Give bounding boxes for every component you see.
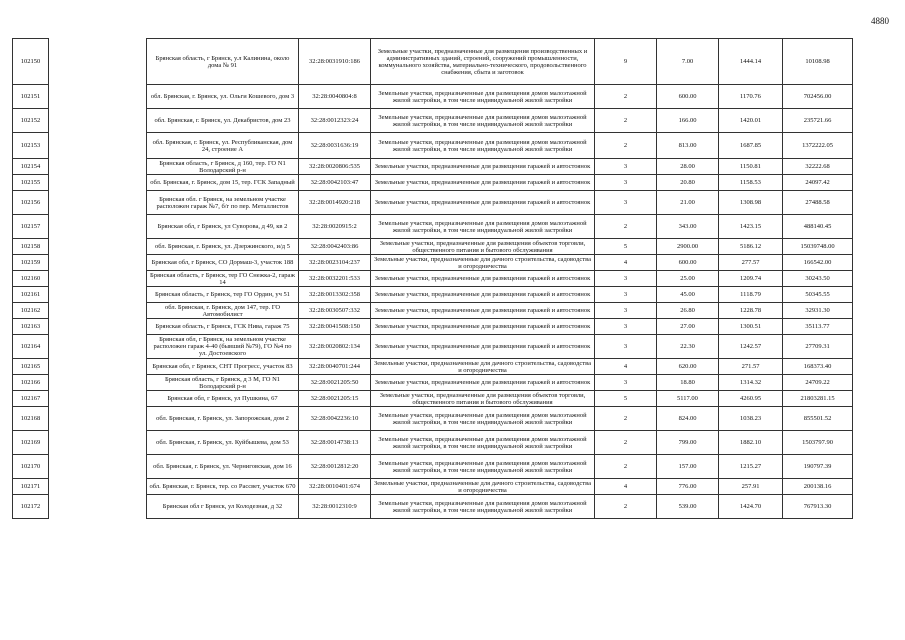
address-cell: обл. Брянская, г. Брянск, ул. Черниговская, дом 16 (147, 455, 299, 479)
unit-value-cell: 1118.79 (719, 287, 783, 303)
address-cell: Брянская область, г Брянск, д 160, тер. ГО N1 Володарский р-н (147, 159, 299, 175)
table-row (13, 39, 853, 85)
land-use-cell: Земельные участки, предназначенные для размещения гаражей и автостоянок (371, 271, 595, 287)
cadastral-number-cell: 32:28:0014738:13 (299, 431, 371, 455)
unit-value-cell: 1444.14 (719, 39, 783, 85)
table-row (13, 431, 853, 455)
land-use-cell: Земельные участки, предназначенные для размещения домов малоэтажной жилой застройки, в том числе индивидуальной жилой застройки (371, 109, 595, 133)
spacer-cell (49, 271, 147, 287)
cadastral-value-cell: 21803281.15 (783, 391, 853, 407)
land-use-cell: Земельные участки, предназначенные для размещения домов малоэтажной жилой застройки, в том числе индивидуальной жилой застройки (371, 455, 595, 479)
land-use-cell: Земельные участки, предназначенные для размещения гаражей и автостоянок (371, 175, 595, 191)
area-cell: 22.30 (657, 335, 719, 359)
group-number-cell: 2 (595, 109, 657, 133)
address-cell: Брянская область, г Брянск, тер ГО Ордин, уч 51 (147, 287, 299, 303)
spacer-cell (49, 479, 147, 495)
row-number-cell: 102167 (13, 391, 49, 407)
address-cell: Брянская область, г Брянск, ГСК Нива, гараж 75 (147, 319, 299, 335)
group-number-cell: 4 (595, 255, 657, 271)
area-cell: 5117.00 (657, 391, 719, 407)
row-number-cell: 102161 (13, 287, 49, 303)
unit-value-cell: 4260.95 (719, 391, 783, 407)
group-number-cell: 3 (595, 287, 657, 303)
area-cell: 799.00 (657, 431, 719, 455)
table-row (13, 85, 853, 109)
cadastral-number-cell: 32:28:0032201:533 (299, 271, 371, 287)
unit-value-cell: 1308.98 (719, 191, 783, 215)
land-use-cell: Земельные участки, предназначенные для размещения объектов торговли, общественного питания и бытового обслуживания (371, 391, 595, 407)
unit-value-cell: 5186.12 (719, 239, 783, 255)
unit-value-cell: 1228.78 (719, 303, 783, 319)
land-use-cell: Земельные участки, предназначенные для размещения домов малоэтажной жилой застройки, в том числе индивидуальной жилой застройки (371, 407, 595, 431)
cadastral-value-cell: 10108.98 (783, 39, 853, 85)
address-cell: обл. Брянская, г. Брянск, ул. Ольги Кошевого, дом 3 (147, 85, 299, 109)
address-cell: Брянская область, г Брянск, тер ГО Снежка-2, гараж 14 (147, 271, 299, 287)
address-cell: Брянская обл г Брянск, ул Колодезная, д 32 (147, 495, 299, 519)
land-use-cell: Земельные участки, предназначенные для дачного строительства, садоводства и огородничества (371, 479, 595, 495)
table-row (13, 479, 853, 495)
group-number-cell: 3 (595, 375, 657, 391)
land-use-cell: Земельные участки, предназначенные для размещения гаражей и автостоянок (371, 335, 595, 359)
cadastral-number-cell: 32:28:0020802:134 (299, 335, 371, 359)
unit-value-cell: 1209.74 (719, 271, 783, 287)
land-use-cell: Земельные участки, предназначенные для размещения гаражей и автостоянок (371, 191, 595, 215)
spacer-cell (49, 109, 147, 133)
address-cell: Брянская обл, г Брянск, на земельном участке расположен гараж 4-40 (бывший №79), ГО №4 по ул. Достоевского (147, 335, 299, 359)
group-number-cell: 3 (595, 303, 657, 319)
table-row (13, 359, 853, 375)
table-row (13, 133, 853, 159)
row-number-cell: 102157 (13, 215, 49, 239)
table-row (13, 319, 853, 335)
row-number-cell: 102172 (13, 495, 49, 519)
row-number-cell: 102168 (13, 407, 49, 431)
cadastral-value-cell: 767913.30 (783, 495, 853, 519)
area-cell: 343.00 (657, 215, 719, 239)
cadastral-value-cell: 24709.22 (783, 375, 853, 391)
spacer-cell (49, 239, 147, 255)
spacer-cell (49, 255, 147, 271)
spacer-cell (49, 335, 147, 359)
cadastral-value-cell: 855501.52 (783, 407, 853, 431)
cadastral-number-cell: 32:28:0014920:218 (299, 191, 371, 215)
land-use-cell: Земельные участки, предназначенные для размещения производственных и административных зданий, строений, сооружений промышленности, коммунального хозяйства, материально-технического, продовольственного снабжения, сбыта и заготовок (371, 39, 595, 85)
group-number-cell: 2 (595, 407, 657, 431)
table-row (13, 391, 853, 407)
land-use-cell: Земельные участки, предназначенные для размещения гаражей и автостоянок (371, 319, 595, 335)
cadastral-number-cell: 32:28:0021205:15 (299, 391, 371, 407)
row-number-cell: 102151 (13, 85, 49, 109)
table-row (13, 175, 853, 191)
area-cell: 27.00 (657, 319, 719, 335)
group-number-cell: 3 (595, 175, 657, 191)
row-number-cell: 102150 (13, 39, 49, 85)
unit-value-cell: 1420.01 (719, 109, 783, 133)
cadastral-number-cell: 32:28:0013302:358 (299, 287, 371, 303)
table-row (13, 109, 853, 133)
address-cell: обл. Брянская, г. Брянск, ул. Декабристов, дом 23 (147, 109, 299, 133)
area-cell: 18.80 (657, 375, 719, 391)
land-use-cell: Земельные участки, предназначенные для размещения домов малоэтажной жилой застройки, в том числе индивидуальной жилой застройки (371, 215, 595, 239)
unit-value-cell: 1038.23 (719, 407, 783, 431)
spacer-cell (49, 319, 147, 335)
area-cell: 620.00 (657, 359, 719, 375)
unit-value-cell: 1687.85 (719, 133, 783, 159)
land-use-cell: Земельные участки, предназначенные для размещения домов малоэтажной жилой застройки, в том числе индивидуальной жилой застройки (371, 85, 595, 109)
group-number-cell: 2 (595, 455, 657, 479)
cadastral-number-cell: 32:28:0023104:237 (299, 255, 371, 271)
address-cell: Брянская обл, г Брянск, ул Суворова, д 49, кв 2 (147, 215, 299, 239)
group-number-cell: 4 (595, 359, 657, 375)
spacer-cell (49, 287, 147, 303)
cadastral-value-cell: 27488.58 (783, 191, 853, 215)
cadastral-value-cell: 200138.16 (783, 479, 853, 495)
land-use-cell: Земельные участки, предназначенные для размещения домов малоэтажной жилой застройки, в том числе индивидуальной жилой застройки (371, 431, 595, 455)
land-use-cell: Земельные участки, предназначенные для размещения гаражей и автостоянок (371, 159, 595, 175)
spacer-cell (49, 159, 147, 175)
row-number-cell: 102164 (13, 335, 49, 359)
cadastral-value-cell: 1503797.90 (783, 431, 853, 455)
unit-value-cell: 1158.53 (719, 175, 783, 191)
cadastral-value-cell: 166542.00 (783, 255, 853, 271)
area-cell: 25.00 (657, 271, 719, 287)
cadastral-number-cell: 32:28:0031636:19 (299, 133, 371, 159)
cadastral-number-cell: 32:28:0042103:47 (299, 175, 371, 191)
area-cell: 824.00 (657, 407, 719, 431)
spacer-cell (49, 215, 147, 239)
land-use-cell: Земельные участки, предназначенные для размещения гаражей и автостоянок (371, 375, 595, 391)
spacer-cell (49, 133, 147, 159)
cadastral-value-cell: 27709.31 (783, 335, 853, 359)
row-number-cell: 102152 (13, 109, 49, 133)
cadastral-value-cell: 24097.42 (783, 175, 853, 191)
cadastral-number-cell: 32:28:0040804:8 (299, 85, 371, 109)
area-cell: 45.00 (657, 287, 719, 303)
address-cell: Брянская обл, г Брянск, ул Пушкина, 67 (147, 391, 299, 407)
cadastral-value-cell: 32222.68 (783, 159, 853, 175)
unit-value-cell: 277.57 (719, 255, 783, 271)
group-number-cell: 3 (595, 271, 657, 287)
table-row (13, 215, 853, 239)
row-number-cell: 102166 (13, 375, 49, 391)
row-number-cell: 102163 (13, 319, 49, 335)
area-cell: 776.00 (657, 479, 719, 495)
table-row (13, 303, 853, 319)
table-row (13, 287, 853, 303)
area-cell: 28.00 (657, 159, 719, 175)
row-number-cell: 102160 (13, 271, 49, 287)
group-number-cell: 2 (595, 431, 657, 455)
address-cell: Брянская обл, г Брянск, СО Дормаш-3, участок 188 (147, 255, 299, 271)
area-cell: 539.00 (657, 495, 719, 519)
row-number-cell: 102155 (13, 175, 49, 191)
spacer-cell (49, 303, 147, 319)
spacer-cell (49, 431, 147, 455)
row-number-cell: 102159 (13, 255, 49, 271)
spacer-cell (49, 191, 147, 215)
address-cell: Брянская область, г Брянск, у.л Калинина, около дома № 91 (147, 39, 299, 85)
group-number-cell: 2 (595, 495, 657, 519)
spacer-cell (49, 375, 147, 391)
group-number-cell: 5 (595, 391, 657, 407)
table-row (13, 455, 853, 479)
area-cell: 7.00 (657, 39, 719, 85)
unit-value-cell: 271.57 (719, 359, 783, 375)
area-cell: 600.00 (657, 85, 719, 109)
area-cell: 166.00 (657, 109, 719, 133)
cadastral-value-cell: 1372222.05 (783, 133, 853, 159)
group-number-cell: 3 (595, 319, 657, 335)
spacer-cell (49, 391, 147, 407)
table-row (13, 375, 853, 391)
row-number-cell: 102156 (13, 191, 49, 215)
cadastral-value-cell: 168373.40 (783, 359, 853, 375)
address-cell: обл. Брянская, г. Брянск, ул. Республиканская, дом 24, строение А (147, 133, 299, 159)
spacer-cell (49, 407, 147, 431)
address-cell: обл. Брянская, г. Брянск, ул. Куйбышева, дом 53 (147, 431, 299, 455)
group-number-cell: 3 (595, 159, 657, 175)
row-number-cell: 102154 (13, 159, 49, 175)
address-cell: обл. Брянская, г. Брянск, дом 15, тер. ГСК Западный (147, 175, 299, 191)
table-row (13, 239, 853, 255)
cadastral-value-cell: 702456.00 (783, 85, 853, 109)
cadastral-number-cell: 32:28:0041508:150 (299, 319, 371, 335)
group-number-cell: 2 (595, 133, 657, 159)
group-number-cell: 9 (595, 39, 657, 85)
group-number-cell: 3 (595, 335, 657, 359)
area-cell: 813.00 (657, 133, 719, 159)
unit-value-cell: 1170.76 (719, 85, 783, 109)
address-cell: обл. Брянская, г. Брянск, ул. Дзержинского, и/д 5 (147, 239, 299, 255)
row-number-cell: 102171 (13, 479, 49, 495)
row-number-cell: 102158 (13, 239, 49, 255)
table-row (13, 255, 853, 271)
table-row (13, 271, 853, 287)
row-number-cell: 102153 (13, 133, 49, 159)
unit-value-cell: 1314.32 (719, 375, 783, 391)
cadastral-value-cell: 32931.30 (783, 303, 853, 319)
address-cell: Брянская область, г Брянск, д 3 М, ГО N1 Володарский р-н (147, 375, 299, 391)
row-number-cell: 102162 (13, 303, 49, 319)
cadastral-value-cell: 235721.66 (783, 109, 853, 133)
cadastral-value-cell: 30243.50 (783, 271, 853, 287)
spacer-cell (49, 39, 147, 85)
unit-value-cell: 257.91 (719, 479, 783, 495)
group-number-cell: 3 (595, 191, 657, 215)
unit-value-cell: 1215.27 (719, 455, 783, 479)
cadastral-number-cell: 32:28:0012323:24 (299, 109, 371, 133)
row-number-cell: 102165 (13, 359, 49, 375)
unit-value-cell: 1300.51 (719, 319, 783, 335)
unit-value-cell: 1882.10 (719, 431, 783, 455)
cadastral-number-cell: 32:28:0040701:244 (299, 359, 371, 375)
table-row (13, 407, 853, 431)
cadastral-number-cell: 32:28:0012310:9 (299, 495, 371, 519)
cadastral-value-cell: 488140.45 (783, 215, 853, 239)
land-use-cell: Земельные участки, предназначенные для дачного строительства, садоводства и огородничества (371, 359, 595, 375)
land-use-cell: Земельные участки, предназначенные для размещения домов малоэтажной жилой застройки, в том числе индивидуальной жилой застройки (371, 133, 595, 159)
group-number-cell: 5 (595, 239, 657, 255)
table-row (13, 191, 853, 215)
cadastral-number-cell: 32:28:0020915:2 (299, 215, 371, 239)
cadastral-number-cell: 32:28:0030507:332 (299, 303, 371, 319)
address-cell: обл. Брянская, г. Брянск, ул. Запорожская, дом 2 (147, 407, 299, 431)
land-use-cell: Земельные участки, предназначенные для дачного строительства, садоводства и огородничества (371, 255, 595, 271)
spacer-cell (49, 455, 147, 479)
table-row (13, 335, 853, 359)
cadastral-number-cell: 32:28:0020806:535 (299, 159, 371, 175)
area-cell: 21.00 (657, 191, 719, 215)
area-cell: 157.00 (657, 455, 719, 479)
cadastral-number-cell: 32:28:0012812:20 (299, 455, 371, 479)
cadastral-number-cell: 32:28:0010401:674 (299, 479, 371, 495)
group-number-cell: 2 (595, 85, 657, 109)
cadastral-number-cell: 32:28:0021205:50 (299, 375, 371, 391)
area-cell: 600.00 (657, 255, 719, 271)
table-row (13, 159, 853, 175)
row-number-cell: 102169 (13, 431, 49, 455)
cadastral-number-cell: 32:28:0042403:86 (299, 239, 371, 255)
spacer-cell (49, 359, 147, 375)
unit-value-cell: 1150.81 (719, 159, 783, 175)
unit-value-cell: 1424.70 (719, 495, 783, 519)
cadastral-value-cell: 50345.55 (783, 287, 853, 303)
cadastral-value-cell: 35113.77 (783, 319, 853, 335)
area-cell: 2900.00 (657, 239, 719, 255)
area-cell: 20.80 (657, 175, 719, 191)
row-number-cell: 102170 (13, 455, 49, 479)
land-use-cell: Земельные участки, предназначенные для размещения домов малоэтажной жилой застройки, в том числе индивидуальной жилой застройки (371, 495, 595, 519)
spacer-cell (49, 495, 147, 519)
cadastral-value-cell: 190797.39 (783, 455, 853, 479)
unit-value-cell: 1242.57 (719, 335, 783, 359)
group-number-cell: 4 (595, 479, 657, 495)
cadastral-number-cell: 32:28:0031910:186 (299, 39, 371, 85)
spacer-cell (49, 175, 147, 191)
land-use-cell: Земельные участки, предназначенные для размещения гаражей и автостоянок (371, 303, 595, 319)
land-use-cell: Земельные участки, предназначенные для размещения объектов торговли, общественного питания и бытового обслуживания (371, 239, 595, 255)
area-cell: 26.80 (657, 303, 719, 319)
address-cell: обл. Брянская, г. Брянск, дом 147, тер. ГО Автомобилист (147, 303, 299, 319)
address-cell: Брянская обл. г Брянск, на земельном участке расположен гараж №7, б/г по пер. Металлистов (147, 191, 299, 215)
address-cell: Брянская обл, г Брянск, СНТ Прогресс, участок 83 (147, 359, 299, 375)
land-use-cell: Земельные участки, предназначенные для размещения гаражей и автостоянок (371, 287, 595, 303)
address-cell: обл. Брянская, г. Брянск, тер. со Рассвет, участок 670 (147, 479, 299, 495)
spacer-cell (49, 85, 147, 109)
cadastral-value-cell: 15039748.00 (783, 239, 853, 255)
page-number: 4880 (871, 16, 889, 26)
cadastral-number-cell: 32:28:0042236:10 (299, 407, 371, 431)
group-number-cell: 2 (595, 215, 657, 239)
table-row (13, 495, 853, 519)
cadastral-value-table (12, 38, 853, 519)
unit-value-cell: 1423.15 (719, 215, 783, 239)
